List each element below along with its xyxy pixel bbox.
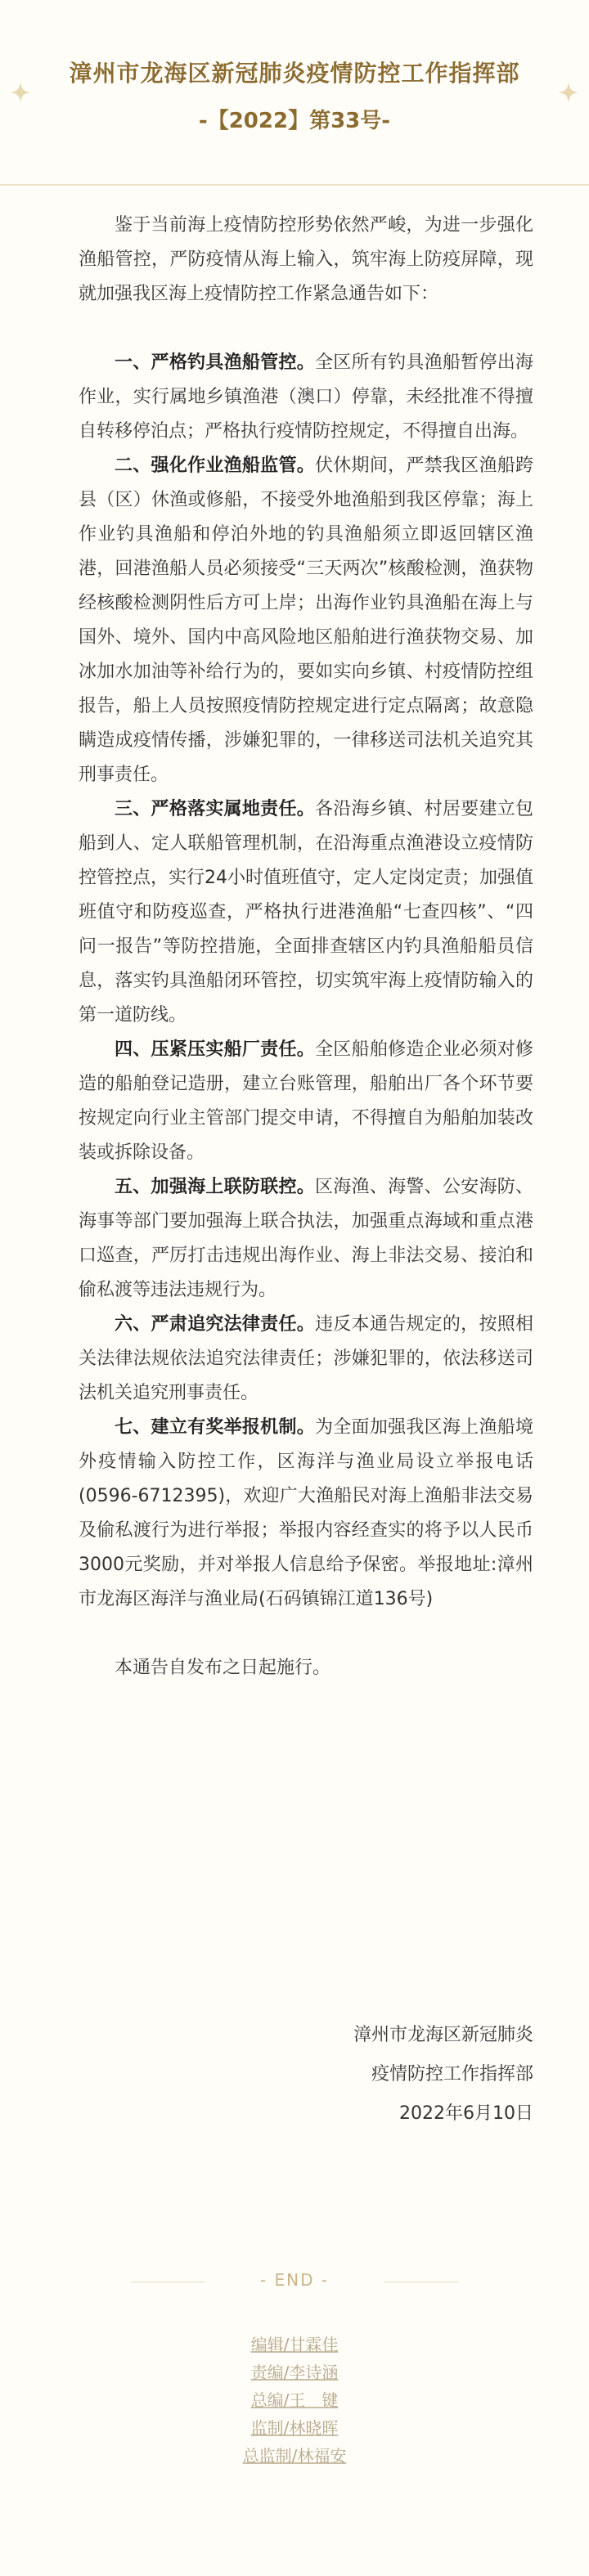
credits-list <box>0 2331 589 2470</box>
document-header <box>0 57 589 147</box>
item-1 <box>79 346 533 449</box>
item-1-text: 全区所有钓具渔船暂停出海作业，实行属地乡镇渔港（澳口）停靠，未经批准不得擅自转移停泊点；严格执行疫情防控规定，不得擅自出海。 <box>79 352 533 442</box>
intro-paragraph: 鉴于当前海上疫情防控形势依然严峻，为进一步强化渔船管控，严防疫情从海上输入，筑牢海上防疫屏障，现就加强我区海上疫情防控工作紧急通告如下： <box>79 215 533 304</box>
item-2-heading: 二、强化作业渔船监管。 <box>115 456 315 476</box>
document-number: -【2022】第33号- <box>198 109 391 133</box>
item-6-text: 违反本通告规定的，按照相关法律法规依法追究法律责任；涉嫌犯罪的，依法移送司法机关追究刑事责任。 <box>79 1314 533 1403</box>
signature-org-line1: 漳州市龙海区新冠肺炎 <box>353 2025 533 2045</box>
credit-chief-editor: 总编/王 键 <box>250 2390 339 2410</box>
credit-editor: 编辑/甘霖佳 <box>250 2335 339 2354</box>
item-4-text: 全区船舶修造企业必须对修造的船舶登记造册，建立台账管理，船舶出厂各个环节要按规定向行业主管部门提交申请，不得擅自为船舶加装改装或拆除设备。 <box>79 1039 533 1163</box>
item-7 <box>79 1411 533 1617</box>
notice-body <box>79 209 533 1720</box>
item-6 <box>79 1308 533 1411</box>
credit-supervisor: 监制/林晓晖 <box>250 2418 339 2438</box>
item-2-text: 伏休期间，严禁我区渔船跨县（区）休渔或修船，不接受外地渔船到我区停靠；海上作业钓具渔船和停泊外地的钓具渔船须立即返回辖区渔港，回港渔船人员必须接受“三天两次”核酸检测，渔获物经核酸检测阴性后方可上岸；出海作业钓具渔船在海上与国外、境外、国内中高风险地区船舶进行渔获物交易、加冰加水加油等补给行为的，要如实向乡镇、村疫情防控组报告，船上人员按照疫情防控规定进行定点隔离；故意隐瞒造成疫情传播，涉嫌犯罪的，一律移送司法机关追究其刑事责任。 <box>79 456 533 785</box>
credit-chief-supervisor: 总监制/林福安 <box>242 2446 347 2466</box>
signature-block <box>79 2016 533 2134</box>
signature-date: 2022年6月10日 <box>399 2103 533 2124</box>
header-divider <box>0 184 589 186</box>
item-5 <box>79 1170 533 1308</box>
item-6-heading: 六、严肃追究法律责任。 <box>115 1314 315 1335</box>
item-2 <box>79 449 533 792</box>
item-3-text: 各沿海乡镇、村居要建立包船到人、定人联船管理机制，在沿海重点渔港设立疫情防控管控点，实行24小时值班值守，定人定岗定责；加强值班值守和防疫巡查，严格执行进港渔船“七查四核”、“四问一报告”等防控措施，全面排查辖区内钓具渔船船员信息，落实钓具渔船闭环管控，切实筑牢海上疫情防输入的第一道防线。 <box>79 799 533 1025</box>
document-title: 漳州市龙海区新冠肺炎疫情防控工作指挥部 <box>69 60 520 87</box>
item-7-text: 为全面加强我区海上渔船境外疫情输入防控工作，区海洋与渔业局设立举报电话(0596-6712395)，欢迎广大渔船民对海上渔船非法交易及偷私渡行为进行举报；举报内容经查实的将予以人民币3000元奖励，并对举报人信息给予保密。举报地址:漳州市龙海区海洋与渔业局(石码镇锦江道136号) <box>79 1417 533 1609</box>
signature-org-line2: 疫情防控工作指挥部 <box>371 2064 533 2085</box>
closing-paragraph: 本通告自发布之日起施行。 <box>115 1658 331 1678</box>
item-7-heading: 七、建立有奖举报机制。 <box>115 1417 315 1438</box>
item-5-text: 区海渔、海警、公安海防、海事等部门要加强海上联合执法，加强重点海域和重点港口巡查，严厉打击违规出海作业、海上非法交易、接泊和偷私渡等违法违规行为。 <box>79 1177 533 1300</box>
item-3 <box>79 792 533 1033</box>
item-4 <box>79 1033 533 1170</box>
credit-responsible-editor: 责编/李诗涵 <box>250 2363 339 2382</box>
end-label: - END - <box>259 2270 330 2290</box>
item-4-heading: 四、压紧压实船厂责任。 <box>115 1039 315 1060</box>
item-3-heading: 三、严格落实属地责任。 <box>115 799 315 819</box>
item-5-heading: 五、加强海上联防联控。 <box>115 1177 315 1197</box>
item-1-heading: 一、严格钓具渔船管控。 <box>115 352 315 373</box>
